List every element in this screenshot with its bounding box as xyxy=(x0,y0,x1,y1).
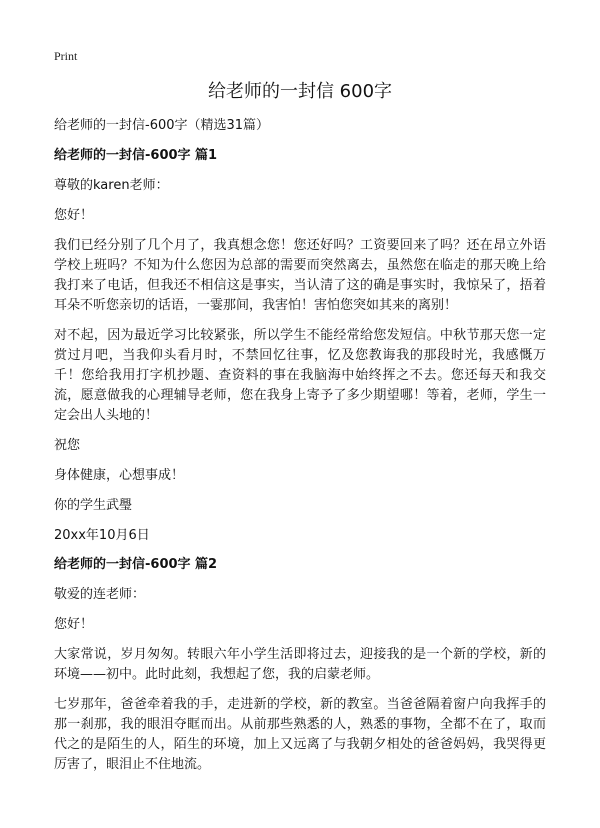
signature: 你的学生武璺 xyxy=(54,498,133,513)
salutation: 敬爱的连老师： xyxy=(54,587,146,602)
section-heading: 给老师的一封信-600字 篇1 xyxy=(54,148,218,163)
body-paragraph: 我们已经分别了几个月了，我真想念您！您还好吗？工资要回来了吗？还在昂立外语学校上班吗？不知为什么您因为总部的需要而突然离去，虽然您在临走的那天晚上给我打来了电话，但我还不相信这是事实，当认清了这的确是事实时，我惊呆了，捂着耳朵不听您亲切的话语，一霎那间，我害怕！害怕您突如其来的离别！ xyxy=(54,238,546,313)
body-paragraph: 对不起，因为最近学习比较紧张，所以学生不能经常给您发短信。中秋节那天您一定赏过月吧，当我仰头看月时，不禁回忆往事，忆及您教诲我的那段时光，我感慨万千！您给我用打字机抄题、查资料的事在我脑海中始终挥之不去。您还每天和我交流，愿意做我的心理辅导老师，您在我身上寄予了多少期望哪！等着，老师，学生一定会出人头地的！ xyxy=(54,328,546,423)
letter-section-2 xyxy=(54,556,546,775)
letter-date: 20xx年10月6日 xyxy=(54,528,150,543)
greeting: 您好！ xyxy=(54,208,94,223)
section-heading: 给老师的一封信-600字 篇2 xyxy=(54,557,218,572)
document-subtitle: 给老师的一封信-600字（精选31篇） xyxy=(54,118,270,133)
print-link[interactable]: Print xyxy=(54,49,78,63)
closing-line: 祝您 xyxy=(54,438,81,453)
letter-section-1 xyxy=(54,147,546,546)
body-paragraph: 大家常说，岁月匆匆。转眼六年小学生活即将过去，迎接我的是一个新的学校，新的环境——初中。此时此刻，我想起了您，我的启蒙老师。 xyxy=(54,647,546,682)
body-paragraph: 七岁那年，爸爸牵着我的手，走进新的学校，新的教室。当爸爸隔着窗户向我挥手的那一刹那，我的眼泪夺眶而出。从前那些熟悉的人，熟悉的事物，全都不在了，取而代之的是陌生的人，陌生的环境，加上又远离了与我朝夕相处的爸爸妈妈，我哭得更厉害了，眼泪止不住地流。 xyxy=(54,697,546,772)
greeting: 您好！ xyxy=(54,617,94,632)
page-title: 给老师的一封信 600字 xyxy=(207,81,393,102)
closing-wish: 身体健康，心想事成！ xyxy=(54,468,185,483)
salutation: 尊敬的karen老师： xyxy=(54,178,169,193)
